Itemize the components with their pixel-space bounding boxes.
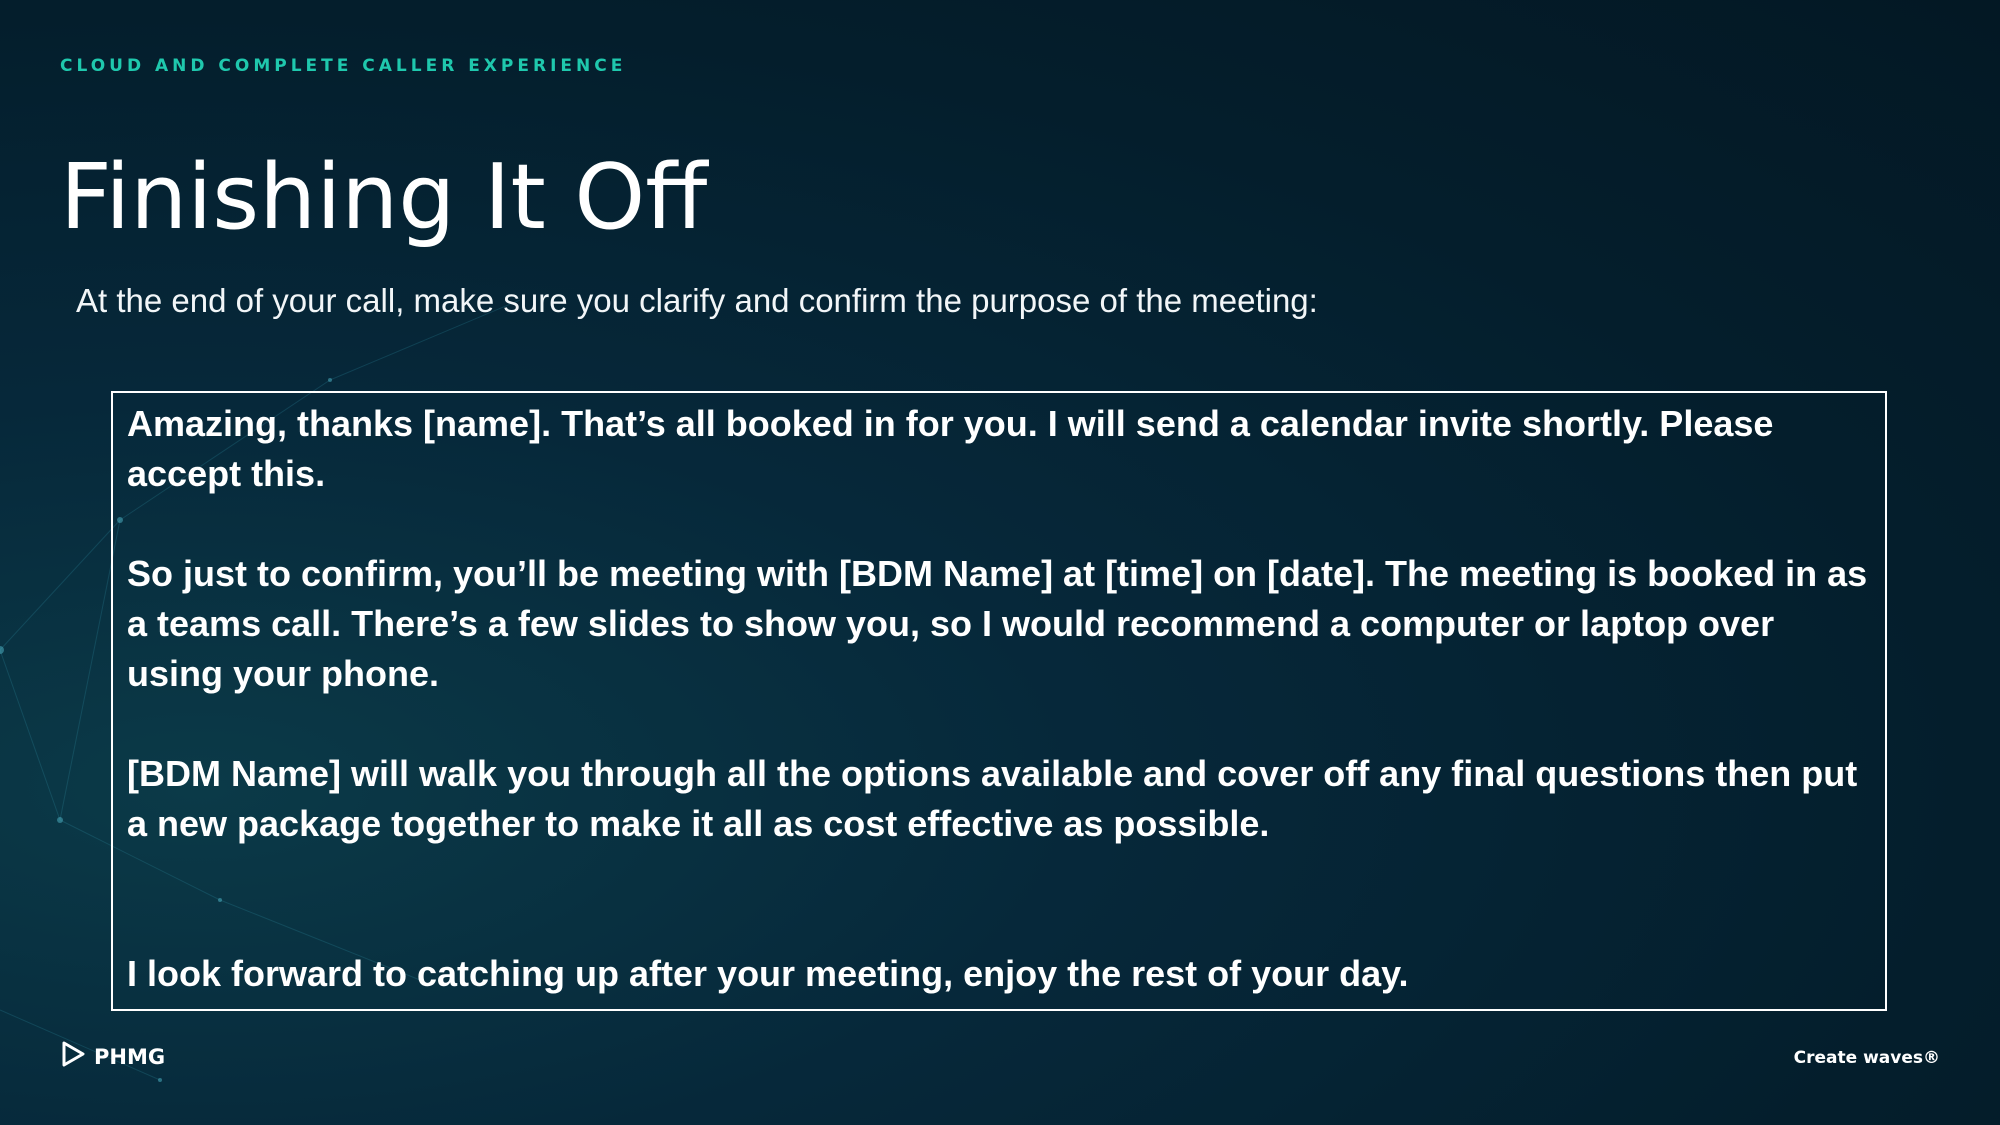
script-paragraph-booking: Amazing, thanks [name]. That’s all booked in for you. I will send a calendar invite shortly. Please accept this.: [127, 403, 1774, 494]
script-paragraph-bdm: [BDM Name] will walk you through all the options available and cover off any final questions then put a new package together to make it all as cost effective as possible.: [127, 753, 1858, 844]
play-triangle-icon: [60, 1040, 86, 1073]
script-paragraph-confirmation: So just to confirm, you’ll be meeting with [BDM Name] at [time] on [date]. The meeting is booked in as a teams call. There’s a few slides to show you, so I would recommend a computer or laptop over using your phone.: [127, 553, 1868, 694]
slide-subtitle: At the end of your call, make sure you clarify and confirm the purpose of the meeting:: [76, 282, 1318, 319]
brand-tagline: Create waves®: [1793, 1048, 1940, 1068]
logo-text: PHMG: [94, 1044, 166, 1069]
phmg-logo: [60, 1040, 165, 1073]
call-script-box: [111, 391, 1887, 1011]
slide-title: Finishing It Off: [60, 145, 708, 250]
section-eyebrow: CLOUD AND COMPLETE CALLER EXPERIENCE: [60, 56, 627, 76]
script-paragraph-closing: I look forward to catching up after your meeting, enjoy the rest of your day.: [127, 953, 1409, 994]
